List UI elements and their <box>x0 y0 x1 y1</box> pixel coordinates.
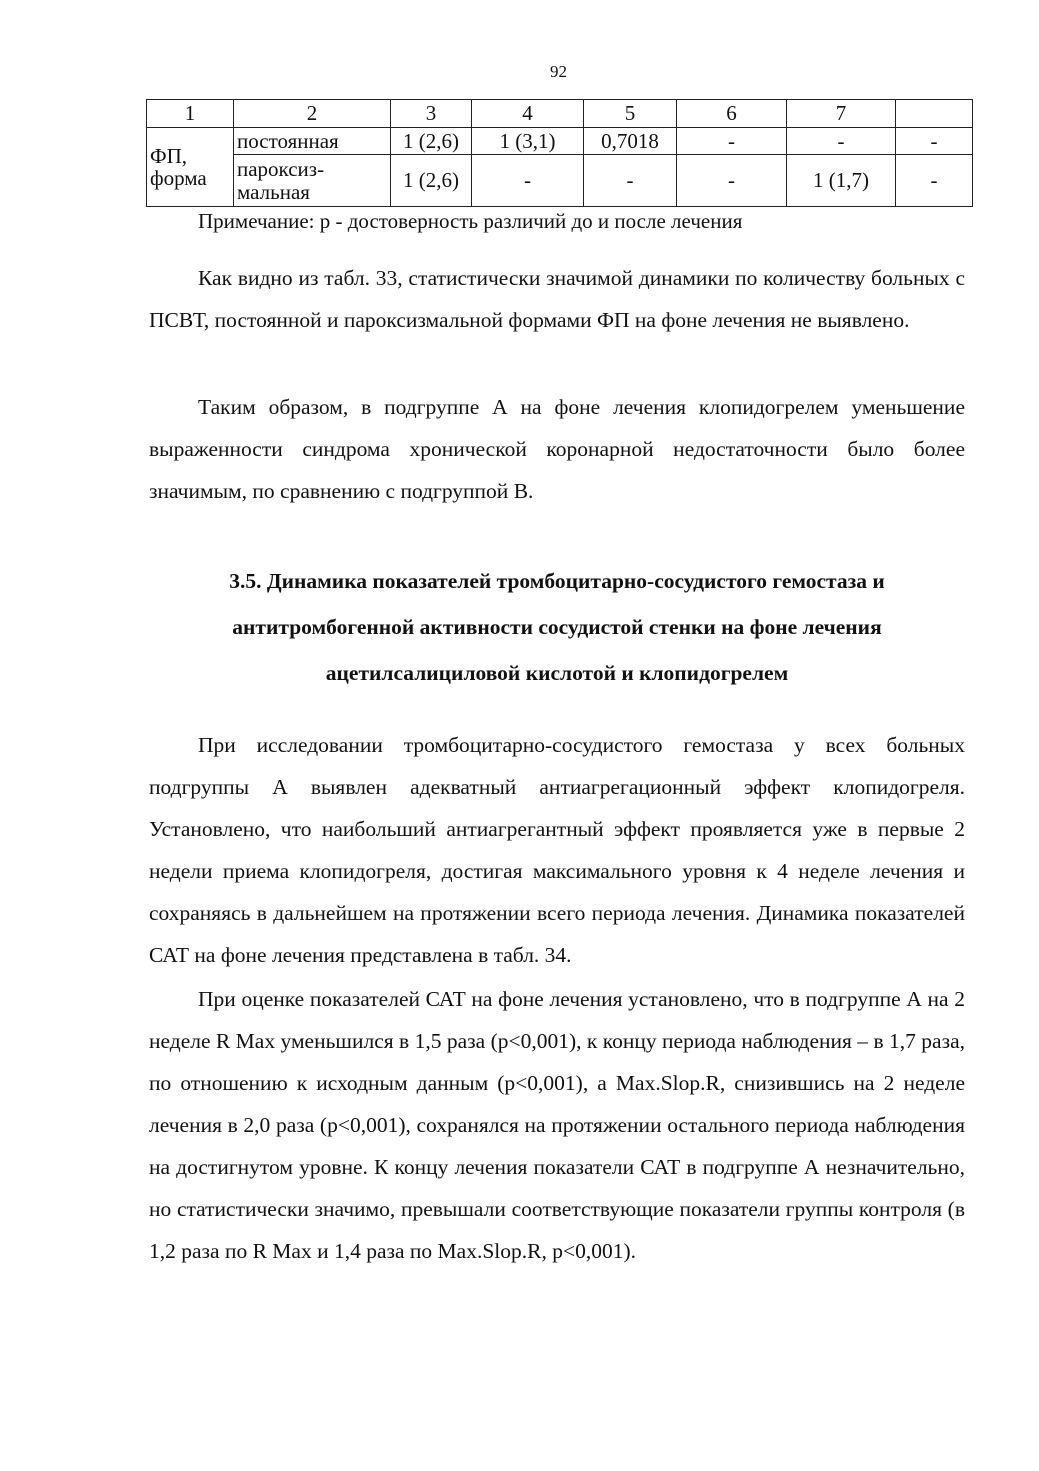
section-heading-line: 3.5. Динамика показателей тромбоцитарно-сосудистого гемостаза и <box>229 569 885 593</box>
header-cell: 3 <box>391 100 472 128</box>
table-cell: - <box>472 155 584 207</box>
table-cell: - <box>896 155 973 207</box>
paragraph: При оценке показателей САТ на фоне лечения установлено, что в подгруппе А на 2 неделе R Max уменьшился в 1,5 раза (р<0,001), к концу периода наблюдения – в 1,7 раза, по отношению к исходным данным (р<0,001), а Max.Slop.R, снизившись на 2 неделе лечения в 2,0 раза (р<0,001), сохранялся на протяжении остального периода наблюдения на достигнутом уровне. К концу лечения показатели САТ в подгруппе А незначительно, но статистически значимо, превышали соответствующие показатели группы контроля (в 1,2 раза по R Max и 1,4 раза по Max.Slop.R, р<0,001). <box>149 987 965 1263</box>
header-cell: 5 <box>584 100 677 128</box>
table-cell: 1 (3,1) <box>472 128 584 155</box>
table-cell: - <box>677 128 787 155</box>
table-note: Примечание: р - достоверность различий до и после лечения <box>198 209 743 233</box>
page-number: 92 <box>550 62 567 81</box>
table-cell: 1 (2,6) <box>391 155 472 207</box>
table-cell: пароксиз-мальная <box>234 155 391 207</box>
table-header-row <box>147 100 973 128</box>
table-cell: - <box>677 155 787 207</box>
section-heading <box>149 558 965 696</box>
section-heading-line: антитромбогенной активности сосудистой стенки на фоне лечения <box>232 615 882 639</box>
table-cell: - <box>896 128 973 155</box>
table-cell: постоянная <box>234 128 391 155</box>
paragraph: При исследовании тромбоцитарно-сосудистого гемостаза у всех больных подгруппы А выявлен адекватный антиагрегационный эффект клопидогреля. Установлено, что наибольший антиагрегантный эффект проявляется уже в первые 2 недели приема клопидогреля, достигая максимального уровня к 4 неделе лечения и сохраняясь в дальнейшем на протяжении всего периода лечения. Динамика показателей САТ на фоне лечения представлена в табл. 34. <box>149 733 965 967</box>
header-cell: 2 <box>234 100 391 128</box>
header-cell: 7 <box>787 100 896 128</box>
table-cell: 1 (1,7) <box>787 155 896 207</box>
paragraph: Как видно из табл. 33, статистически значимой динамики по количеству больных с ПСВТ, постоянной и пароксизмальной формами ФП на фоне лечения не выявлено. <box>149 266 965 332</box>
group-label-cell: ФП, форма <box>147 128 234 207</box>
header-cell: 6 <box>677 100 787 128</box>
table-row <box>147 128 973 155</box>
table-row <box>147 155 973 207</box>
table-cell: 0,7018 <box>584 128 677 155</box>
header-cell <box>896 100 973 128</box>
header-cell: 1 <box>147 100 234 128</box>
table-cell: 1 (2,6) <box>391 128 472 155</box>
table-cell: - <box>584 155 677 207</box>
header-cell: 4 <box>472 100 584 128</box>
data-table <box>146 99 973 207</box>
paragraph: Таким образом, в подгруппе А на фоне лечения клопидогрелем уменьшение выраженности синдрома хронической коронарной недостаточности было более значимым, по сравнению с подгруппой В. <box>149 395 965 503</box>
table-cell: - <box>787 128 896 155</box>
section-heading-line: ацетилсалициловой кислотой и клопидогрелем <box>325 661 789 685</box>
